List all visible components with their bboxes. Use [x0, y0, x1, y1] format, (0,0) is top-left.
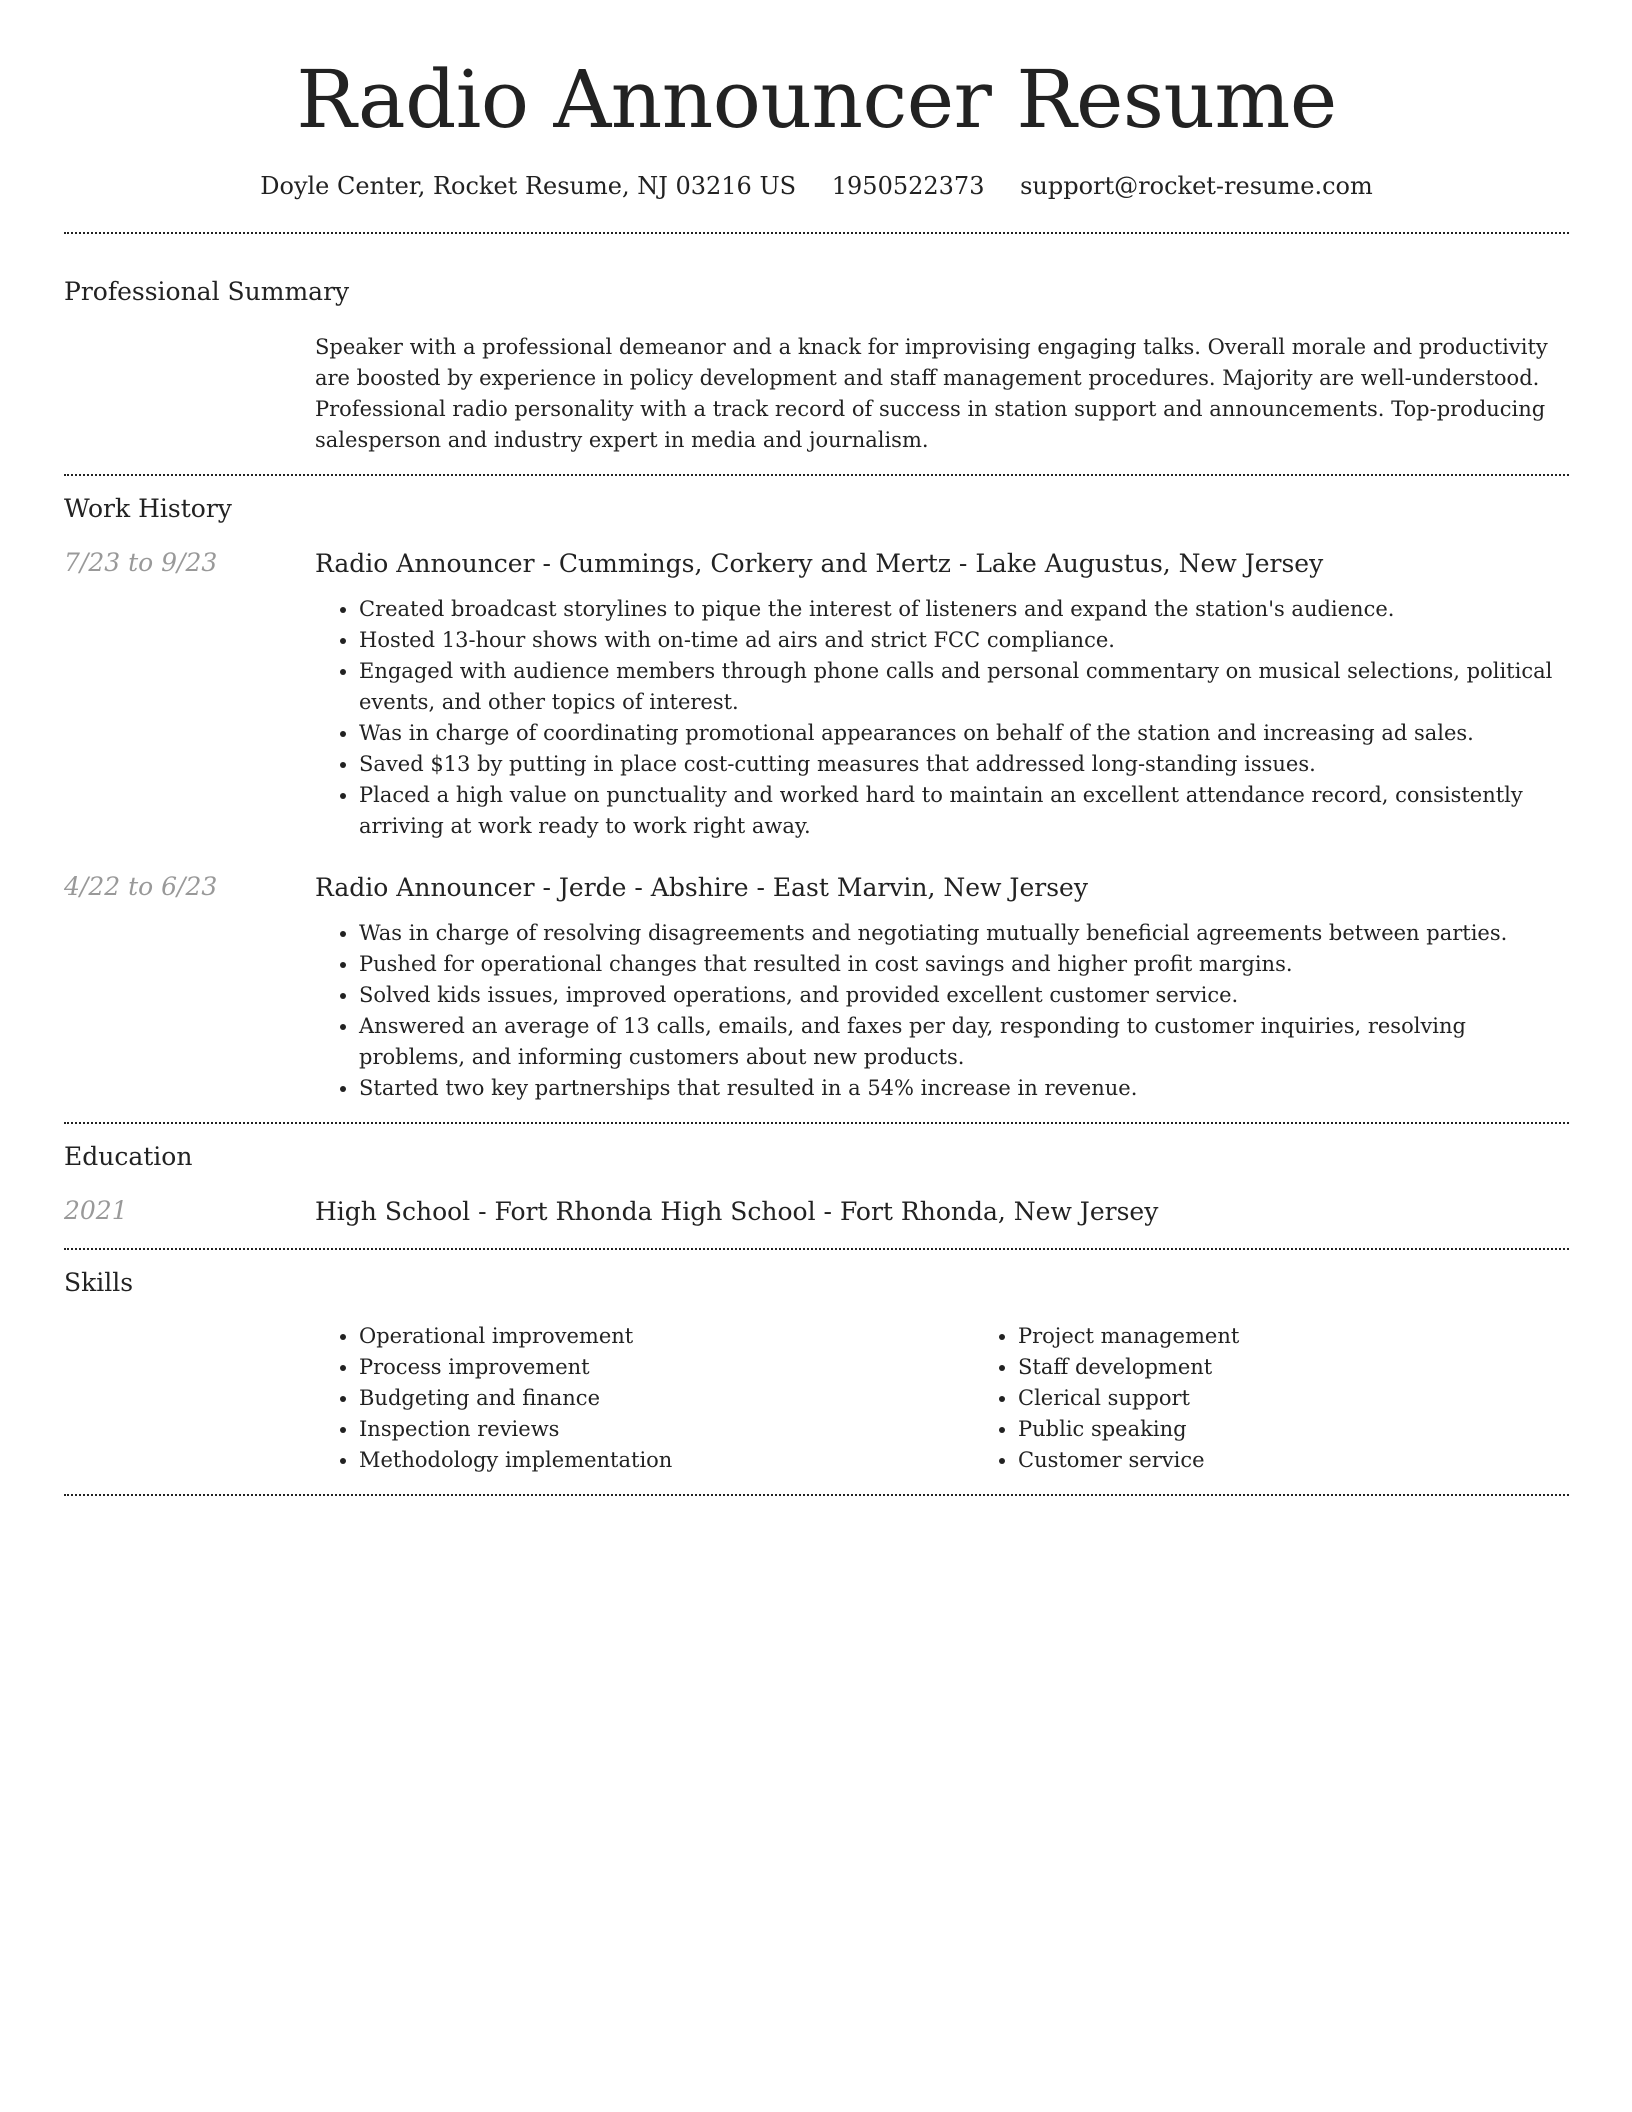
- skills-heading: Skills: [64, 1268, 134, 1297]
- skills-row: [64, 1321, 1569, 1476]
- summary-row: [64, 332, 1569, 456]
- job-details: [315, 872, 1569, 1104]
- resume-page: [64, 0, 1569, 1496]
- divider: [64, 1494, 1569, 1496]
- job-entry: [64, 548, 1569, 842]
- contact-address: Doyle Center, Rocket Resume, NJ 03216 US: [260, 172, 797, 200]
- divider: [64, 474, 1569, 476]
- job-dates: 7/23 to 9/23: [64, 548, 218, 577]
- resume-title: Radio Announcer Resume: [296, 53, 1337, 146]
- job-bullets: [315, 594, 1569, 842]
- job-details: [315, 548, 1569, 842]
- summary-text: Speaker with a professional demeanor and a knack for improvising engaging talks. Overall morale and productivity are boosted by experience in policy development and staff management procedures. Majority are well-understood. Professional radio personality with a track record of success in station support and announcements. Top-producing salesperson and industry expert in media and journalism.: [315, 335, 1548, 452]
- education-year: 2021: [64, 1196, 128, 1225]
- job-title: Radio Announcer - Cummings, Corkery and Mertz - Lake Augustus, New Jersey: [315, 549, 1324, 578]
- job-bullet: • Answered an average of 13 calls, emails, and faxes per day, responding to customer inquiries, resolving problems, and informing customers about new products.: [359, 1011, 1569, 1073]
- skills-list-right: [974, 1321, 1632, 1476]
- job-bullet: • Was in charge of coordinating promotional appearances on behalf of the station and increasing ad sales.: [359, 718, 1569, 749]
- skill-item: • Process improvement: [359, 1352, 974, 1383]
- skill-item: • Staff development: [1018, 1352, 1632, 1383]
- job-entry: [64, 872, 1569, 1104]
- job-bullet: • Created broadcast storylines to pique the interest of listeners and expand the station's audience.: [359, 594, 1569, 625]
- divider: [64, 232, 1569, 234]
- contact-line: [64, 172, 1569, 200]
- education-heading: Education: [64, 1142, 193, 1171]
- job-bullet: • Pushed for operational changes that resulted in cost savings and higher profit margins.: [359, 949, 1569, 980]
- skill-item: • Operational improvement: [359, 1321, 974, 1352]
- skill-item: • Customer service: [1018, 1445, 1632, 1476]
- job-title: Radio Announcer - Jerde - Abshire - East Marvin, New Jersey: [315, 873, 1088, 902]
- skill-item: • Clerical support: [1018, 1383, 1632, 1414]
- skills-list-left: [315, 1321, 974, 1476]
- summary-heading: Professional Summary: [64, 277, 350, 306]
- job-bullet: • Solved kids issues, improved operations, and provided excellent customer service.: [359, 980, 1569, 1011]
- job-bullet: • Saved $13 by putting in place cost-cutting measures that addressed long-standing issues.: [359, 749, 1569, 780]
- skill-item: • Methodology implementation: [359, 1445, 974, 1476]
- job-bullets: [315, 918, 1569, 1104]
- skill-item: • Project management: [1018, 1321, 1632, 1352]
- job-bullet: • Was in charge of resolving disagreements and negotiating mutually beneficial agreements between parties.: [359, 918, 1569, 949]
- education-entry: [64, 1196, 1569, 1228]
- job-bullet: • Engaged with audience members through phone calls and personal commentary on musical selections, political events, and other topics of interest.: [359, 656, 1569, 718]
- job-bullet: • Started two key partnerships that resulted in a 54% increase in revenue.: [359, 1073, 1569, 1104]
- divider: [64, 1122, 1569, 1124]
- job-dates: 4/22 to 6/23: [64, 872, 218, 901]
- skill-item: • Public speaking: [1018, 1414, 1632, 1445]
- contact-email: support@rocket-resume.com: [1020, 172, 1373, 200]
- skill-item: • Budgeting and finance: [359, 1383, 974, 1414]
- job-bullet: • Placed a high value on punctuality and worked hard to maintain an excellent attendance record, consistently arriving at work ready to work right away.: [359, 780, 1569, 842]
- skills-grid: [315, 1321, 1569, 1476]
- contact-phone: 1950522373: [831, 172, 985, 200]
- job-bullet: • Hosted 13-hour shows with on-time ad airs and strict FCC compliance.: [359, 625, 1569, 656]
- divider: [64, 1248, 1569, 1250]
- education-title: High School - Fort Rhonda High School - Fort Rhonda, New Jersey: [315, 1197, 1159, 1226]
- skill-item: • Inspection reviews: [359, 1414, 974, 1445]
- work-history-heading: Work History: [64, 494, 232, 523]
